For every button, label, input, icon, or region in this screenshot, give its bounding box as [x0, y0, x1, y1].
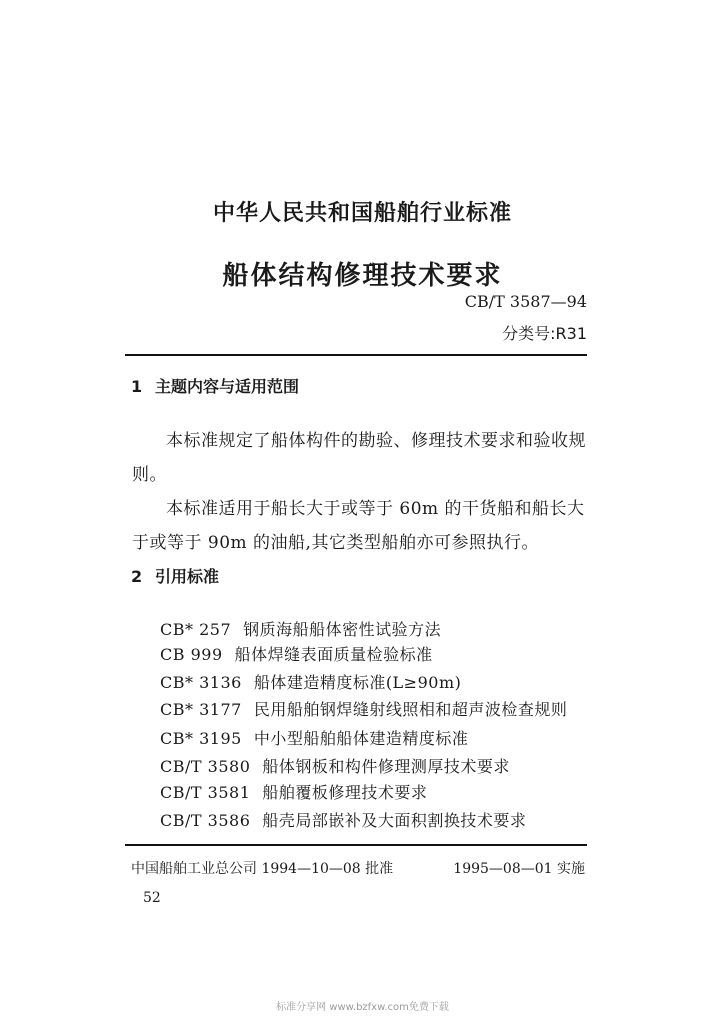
- reference-code: CB* 3136: [160, 673, 242, 692]
- reference-item: [160, 617, 441, 640]
- reference-title: 民用船舶钢焊缝射线照相和超声波检查规则: [253, 700, 568, 719]
- reference-title: 船舶覆板修理技术要求: [262, 783, 428, 802]
- standard-organization: 中华人民共和国船舶行业标准: [212, 201, 512, 226]
- effective-date: 1995—08—01 实施: [453, 861, 585, 877]
- reference-title: 船体钢板和构件修理测厚技术要求: [262, 757, 510, 776]
- section-number: 1: [131, 377, 143, 396]
- reference-code: CB* 3195: [160, 729, 242, 748]
- paragraph: 本标准适用于船长大于或等于 60m 的干货船和船长大于或等于 90m 的油船,其它类型船舶亦可参照执行。: [132, 499, 585, 553]
- reference-item: [160, 726, 468, 749]
- section-title: 主题内容与适用范围: [155, 377, 300, 396]
- reference-title: 中小型船舶船体建造精度标准: [253, 729, 469, 748]
- watermark: 标准分享网 www.bzfxw.com免费下载: [276, 1002, 449, 1013]
- reference-code: CB/T 3586: [160, 811, 251, 830]
- section-number: 2: [131, 567, 143, 586]
- reference-item: [160, 670, 461, 693]
- section-2-heading: [131, 564, 219, 587]
- reference-code: CB 999: [160, 645, 223, 664]
- reference-item: [160, 808, 526, 831]
- reference-title: 船壳局部嵌补及大面积割换技术要求: [262, 811, 527, 830]
- reference-code: CB/T 3581: [160, 783, 251, 802]
- footer-divider: [125, 844, 587, 846]
- paragraph: 本标准规定了船体构件的勘验、修理技术要求和验收规则。: [132, 431, 586, 485]
- section-1-heading: [131, 374, 299, 397]
- header-divider: [125, 354, 587, 356]
- approval-line: 中国船舶工业总公司 1994—10—08 批准: [131, 861, 394, 877]
- reference-title: 船体建造精度标准(L≥90m): [253, 673, 462, 692]
- reference-code: CB* 3177: [160, 700, 242, 719]
- standard-code: CB/T 3587—94: [464, 292, 587, 311]
- page-number: 52: [143, 890, 161, 906]
- section-title: 引用标准: [155, 567, 220, 586]
- reference-title: 钢质海船船体密性试验方法: [243, 620, 442, 639]
- reference-code: CB* 257: [160, 620, 232, 639]
- reference-item: [160, 754, 510, 777]
- reference-item: [160, 780, 427, 803]
- reference-title: 船体焊缝表面质量检验标准: [234, 645, 433, 664]
- reference-code: CB/T 3580: [160, 757, 251, 776]
- document-title: 船体结构修理技术要求: [222, 261, 503, 291]
- section-1-body: [132, 424, 586, 560]
- reference-item: [160, 697, 567, 720]
- classification-number: 分类号:R31: [502, 324, 587, 343]
- reference-item: [160, 642, 433, 665]
